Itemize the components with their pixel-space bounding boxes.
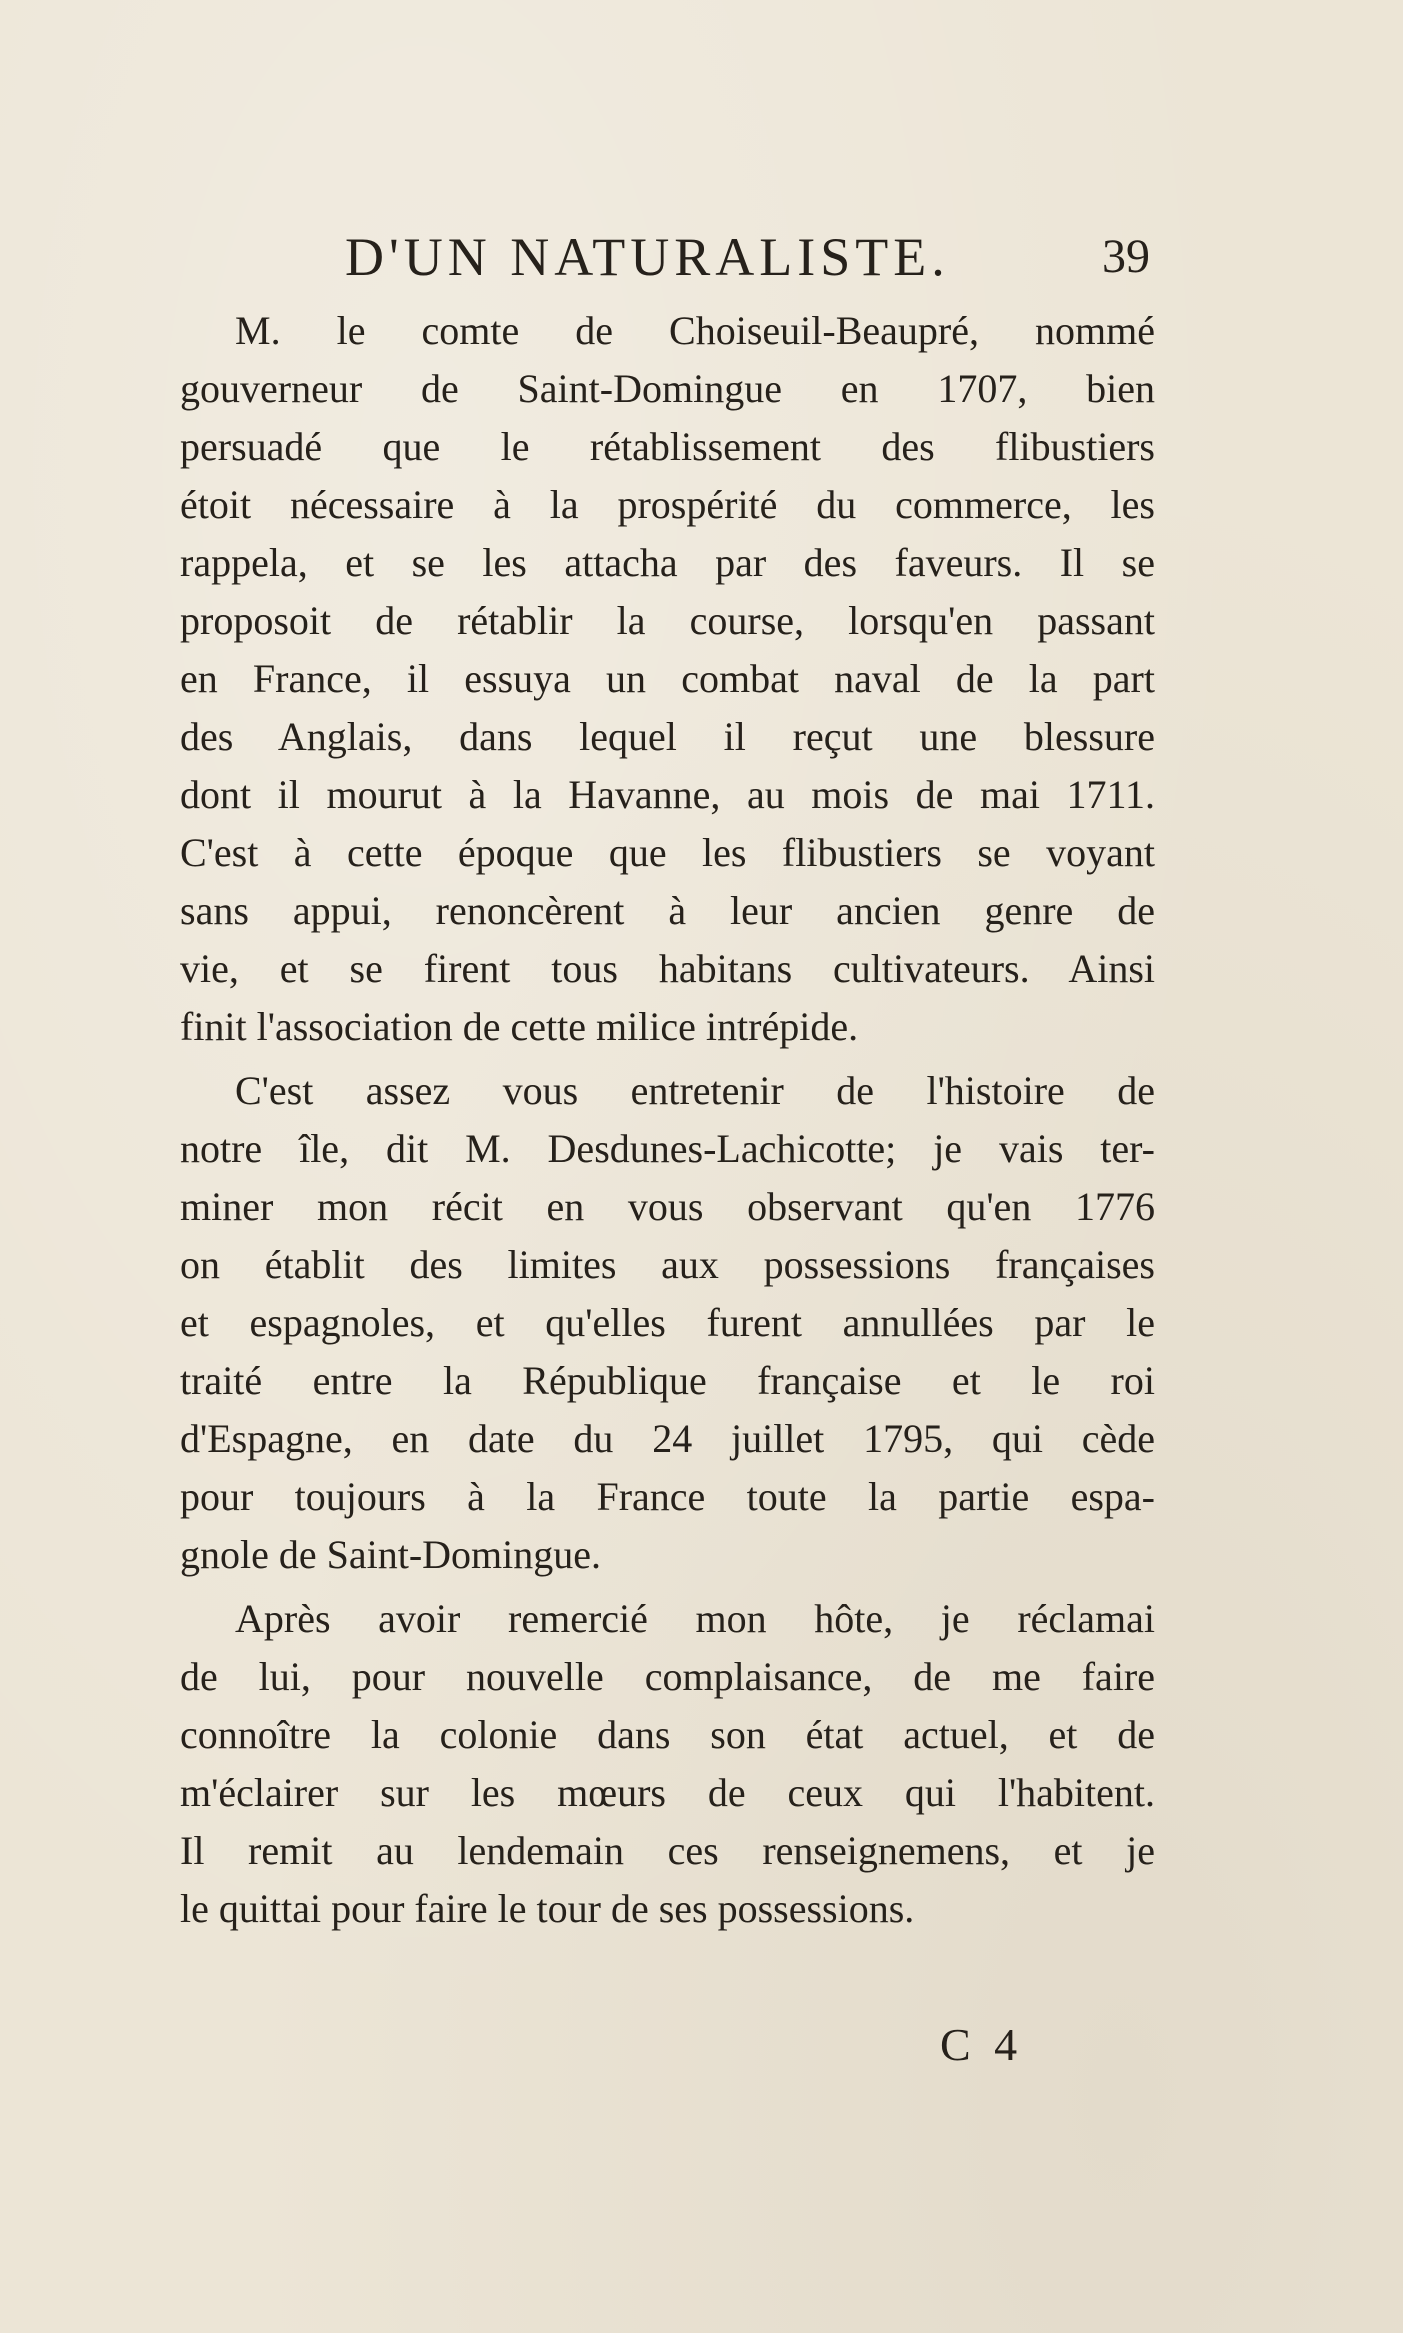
text-line: gouverneur de Saint-Domingue en 1707, bien	[180, 366, 1155, 411]
text-line: vie, et se firent tous habitans cultivateurs. Ainsi	[180, 946, 1155, 991]
text-line: Il remit au lendemain ces renseignemens, et je	[180, 1828, 1155, 1873]
text-line: et espagnoles, et qu'elles furent annullées par le	[180, 1300, 1155, 1345]
text-line: gnole de Saint-Domingue.	[180, 1532, 602, 1577]
text-line: d'Espagne, en date du 24 juillet 1795, qui cède	[180, 1416, 1155, 1461]
text-line: dont il mourut à la Havanne, au mois de mai 1711.	[180, 772, 1155, 817]
text-line: m'éclairer sur les mœurs de ceux qui l'habitent.	[180, 1770, 1155, 1815]
running-title: D'UN NATURALISTE.	[345, 227, 950, 287]
body-text	[180, 302, 1155, 1938]
text-line: C'est à cette époque que les flibustiers se voyant	[180, 830, 1155, 875]
signature-mark: C 4	[940, 2019, 1024, 2070]
text-line: des Anglais, dans lequel il reçut une blessure	[180, 714, 1155, 759]
text-line: notre île, dit M. Desdunes-Lachicotte; je vais ter-	[180, 1126, 1155, 1171]
text-line: traité entre la République française et le roi	[180, 1358, 1155, 1403]
text-line: C'est assez vous entretenir de l'histoire de	[235, 1068, 1155, 1113]
text-line: en France, il essuya un combat naval de la part	[180, 656, 1155, 701]
text-line: rappela, et se les attacha par des faveurs. Il se	[180, 540, 1155, 585]
page-number: 39	[1102, 230, 1150, 283]
text-line: le quittai pour faire le tour de ses possessions.	[180, 1886, 915, 1931]
text-line: persuadé que le rétablissement des flibustiers	[180, 424, 1155, 469]
text-line: M. le comte de Choiseuil-Beaupré, nommé	[235, 308, 1155, 353]
text-line: connoître la colonie dans son état actuel, et de	[180, 1712, 1155, 1757]
text-line: miner mon récit en vous observant qu'en 1776	[180, 1184, 1155, 1229]
text-line: proposoit de rétablir la course, lorsqu'en passant	[180, 598, 1155, 643]
text-line: finit l'association de cette milice intrépide.	[180, 1004, 859, 1049]
text-line: pour toujours à la France toute la partie espa-	[180, 1474, 1155, 1519]
text-line: on établit des limites aux possessions françaises	[180, 1242, 1155, 1287]
text-line: Après avoir remercié mon hôte, je réclamai	[235, 1596, 1155, 1641]
text-line: sans appui, renoncèrent à leur ancien genre de	[180, 888, 1155, 933]
text-line: de lui, pour nouvelle complaisance, de me faire	[180, 1654, 1155, 1699]
text-line: étoit nécessaire à la prospérité du commerce, les	[180, 482, 1155, 527]
page-header	[345, 222, 1150, 292]
